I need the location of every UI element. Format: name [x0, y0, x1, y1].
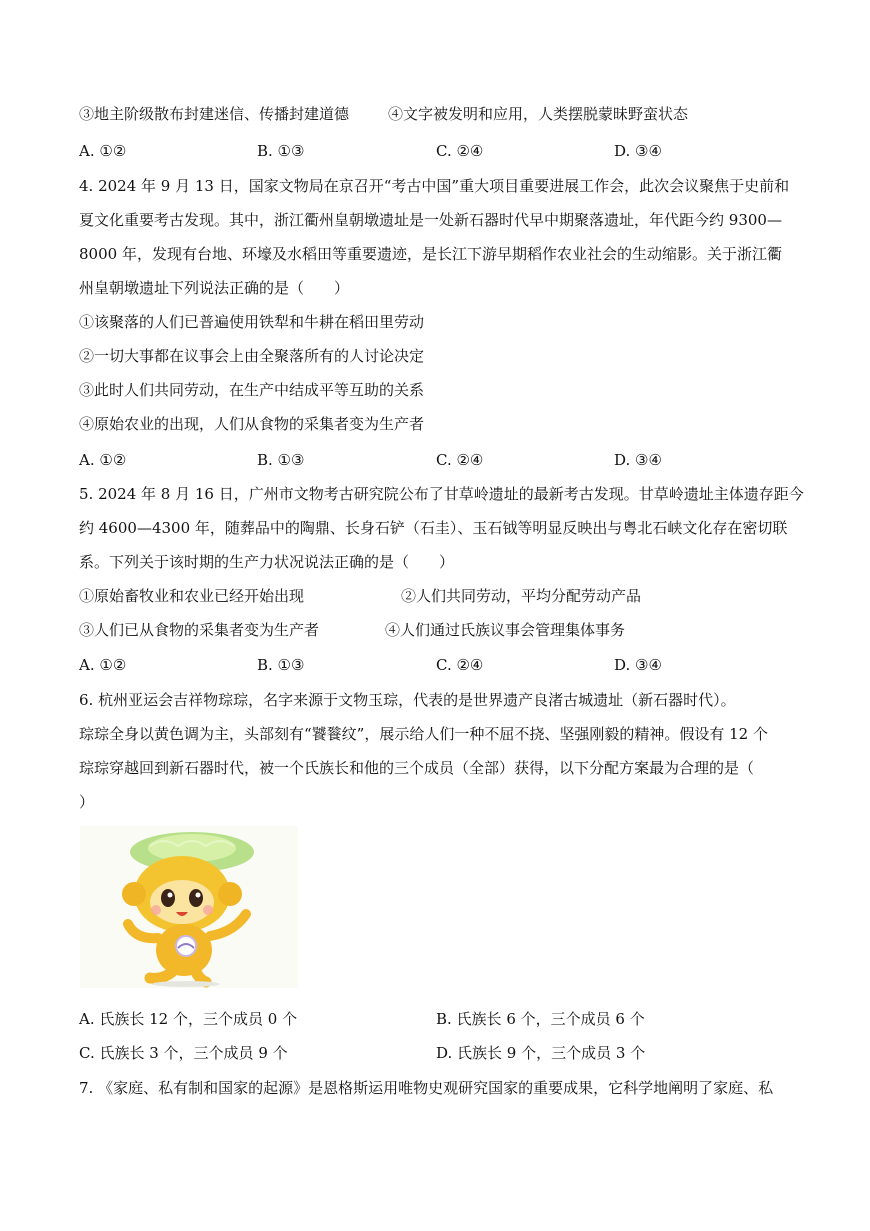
mascot-congcong-image — [80, 826, 298, 988]
q4-stem-line-3: 8000 年，发现有台地、环壕及水稻田等重要遗迹，是长江下游早期稻作农业社会的生动缩影。关于浙江衢 — [79, 245, 782, 263]
q4-option-b[interactable]: B. ①③ — [257, 451, 305, 469]
q6-stem-line-2: 琮琮全身以黄色调为主，头部刻有“饕餮纹”，展示给人们一种不屈不挠、坚强刚毅的精神。假设有 12 个 — [79, 725, 768, 743]
q4-item-3: ③此时人们共同劳动，在生产中结成平等互助的关系 — [79, 381, 425, 399]
q5-option-d[interactable]: D. ③④ — [614, 656, 662, 674]
q4-option-c[interactable]: C. ②④ — [436, 451, 484, 469]
q6-stem-line-4: ） — [79, 793, 95, 811]
q6-option-d[interactable]: D. 氏族长 9 个，三个成员 3 个 — [436, 1044, 646, 1062]
q3-option-b[interactable]: B. ①③ — [257, 142, 305, 160]
q4-stem-line-1: 4. 2024 年 9 月 13 日，国家文物局在京召开“考古中国”重大项目重要进展工作会，此次会议聚焦于史前和 — [79, 177, 790, 195]
q5-item-2: ②人们共同劳动，平均分配劳动产品 — [401, 587, 642, 605]
q6-stem-line-1: 6. 杭州亚运会吉祥物琮琮，名字来源于文物玉琮，代表的是世界遗产良渚古城遗址（新石器时代）。 — [79, 691, 736, 709]
q5-option-b[interactable]: B. ①③ — [257, 656, 305, 674]
q4-item-4: ④原始农业的出现，人们从食物的采集者变为生产者 — [79, 415, 425, 433]
q3-item-4: ④文字被发明和应用，人类摆脱蒙昧野蛮状态 — [388, 105, 689, 123]
q4-stem-line-4: 州皇朝墩遗址下列说法正确的是（ ） — [79, 279, 350, 297]
q3-option-a[interactable]: A. ①② — [79, 142, 127, 160]
q5-option-a[interactable]: A. ①② — [79, 656, 127, 674]
q7-stem-line-1: 7. 《家庭、私有制和国家的起源》是恩格斯运用唯物史观研究国家的重要成果，它科学地阐明了家庭、私 — [79, 1079, 774, 1097]
q3-option-c[interactable]: C. ②④ — [436, 142, 484, 160]
q6-option-c[interactable]: C. 氏族长 3 个，三个成员 9 个 — [79, 1044, 288, 1062]
q4-item-1: ①该聚落的人们已普遍使用铁犁和牛耕在稻田里劳动 — [79, 313, 425, 331]
q3-item-3: ③地主阶级散布封建迷信、传播封建道德 — [79, 105, 350, 123]
q5-item-4: ④人们通过氏族议事会管理集体事务 — [385, 621, 626, 639]
q3-option-d[interactable]: D. ③④ — [614, 142, 662, 160]
q5-option-c[interactable]: C. ②④ — [436, 656, 484, 674]
q6-option-b[interactable]: B. 氏族长 6 个，三个成员 6 个 — [436, 1010, 645, 1028]
q4-stem-line-2: 夏文化重要考古发现。其中，浙江衢州皇朝墩遗址是一处新石器时代早中期聚落遗址，年代距今约 9300— — [79, 211, 782, 229]
q5-stem-line-3: 系。下列关于该时期的生产力状况说法正确的是（ ） — [79, 553, 455, 571]
q4-option-d[interactable]: D. ③④ — [614, 451, 662, 469]
q5-stem-line-2: 约 4600—4300 年，随葬品中的陶鼎、长身石铲（石圭）、玉石钺等明显反映出与粤北石峡文化存在密切联 — [79, 519, 788, 537]
q4-item-2: ②一切大事都在议事会上由全聚落所有的人讨论决定 — [79, 347, 425, 365]
q6-stem-line-3: 琮琮穿越回到新石器时代，被一个氏族长和他的三个成员（全部）获得，以下分配方案最为合理的是（ — [79, 759, 755, 777]
q6-option-a[interactable]: A. 氏族长 12 个，三个成员 0 个 — [79, 1010, 298, 1028]
q4-option-a[interactable]: A. ①② — [79, 451, 127, 469]
q5-stem-line-1: 5. 2024 年 8 月 16 日，广州市文物考古研究院公布了甘草岭遗址的最新考古发现。甘草岭遗址主体遗存距今 — [79, 485, 804, 503]
q5-item-1: ①原始畜牧业和农业已经开始出现 — [79, 587, 305, 605]
q5-item-3: ③人们已从食物的采集者变为生产者 — [79, 621, 320, 639]
